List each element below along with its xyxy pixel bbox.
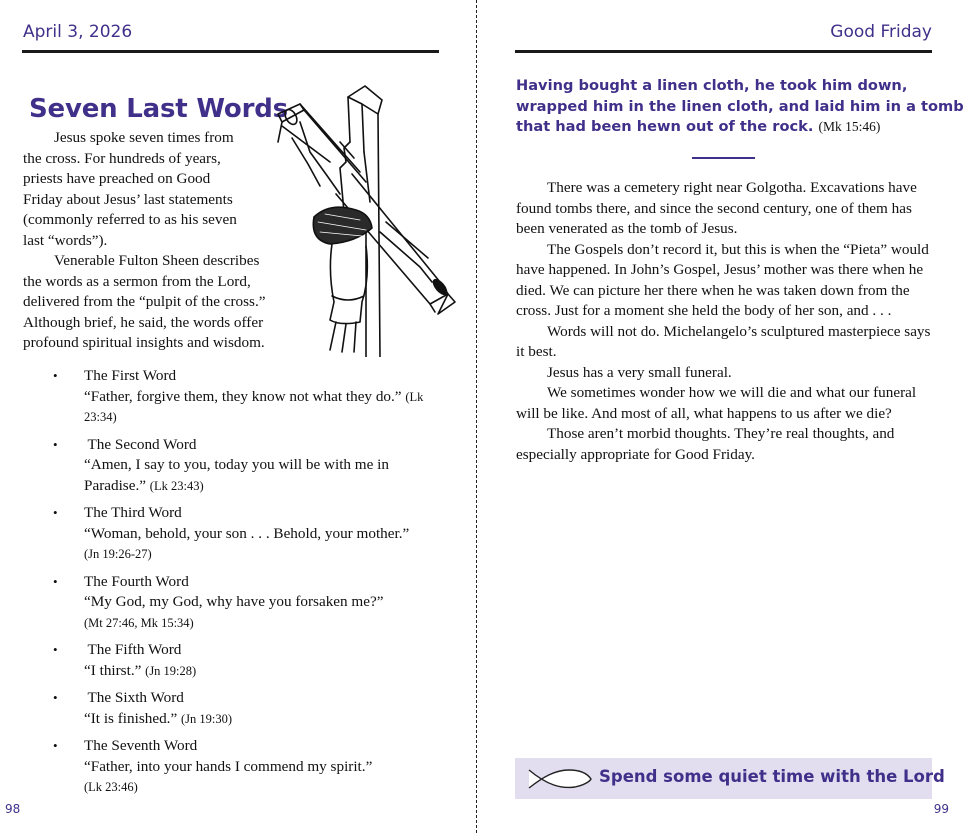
bullet: • (53, 738, 58, 753)
text-line: Although brief, he said, the words offer (23, 313, 264, 331)
word-item (50, 640, 450, 681)
word-quote (84, 524, 424, 565)
scripture-line: Having bought a linen cloth, he took him down, (516, 77, 908, 94)
scripture-reference: (Lk 23:34) (84, 389, 424, 424)
word-item (50, 688, 450, 729)
scripture-reference: (Jn 19:26-27) (84, 547, 152, 561)
word-title: The Sixth Word (84, 689, 184, 706)
text-line: last “words”). (23, 231, 108, 249)
reflection-paragraph: Those aren’t morbid thoughts. They’re real thoughts, and especially appropriate for Good Friday. (516, 425, 895, 463)
scripture-line: that had been hewn out of the rock. (516, 118, 814, 135)
reflection-paragraph: Jesus has a very small funeral. (547, 363, 732, 381)
text-line: (commonly referred to as his seven (23, 211, 237, 228)
page-header-date: April 3, 2026 (23, 22, 133, 42)
bullet: • (53, 436, 58, 452)
crucifix-illustration (270, 82, 465, 357)
text-line: the words as a sermon from the Lord, (23, 272, 251, 290)
text-line: profound spiritual insights and wisdom. (23, 334, 265, 351)
reflection-paragraph: Words will not do. Michelangelo’s sculptured masterpiece says it best. (516, 322, 931, 360)
text-line: delivered from the “pulpit of the cross.” (23, 293, 266, 310)
scripture-reference: (Lk 23:43) (149, 478, 204, 493)
page-spine-divider (476, 0, 477, 833)
scripture-reference: (Jn 19:28) (145, 663, 197, 678)
word-item (50, 572, 450, 634)
word-title: The Fifth Word (84, 641, 182, 658)
quote-text: “Amen, I say to you, today you will be with me in Paradise.” (84, 456, 389, 494)
bullet: • (53, 505, 58, 520)
text-line: Jesus spoke seven times from (54, 129, 234, 146)
bullet: • (53, 573, 58, 589)
quote-text: “My God, my God, why have you forsaken me?” (84, 593, 384, 610)
word-title: The Third Word (84, 504, 182, 521)
left-page (0, 0, 476, 833)
scripture-quote (516, 76, 964, 138)
header-rule (22, 50, 439, 53)
word-quote (84, 387, 450, 428)
callout-text: Spend some quiet time with the Lord (599, 767, 945, 786)
scripture-reference: (Mk 15:46) (818, 119, 881, 134)
word-quote (84, 592, 450, 633)
reflection-paragraph: The Gospels don’t record it, but this is when the “Pieta” would have happened. In John’s Gospel, Jesus’ mother was there when he died. We can picture her there when he was taken down from the cross. Just for a moment she held the body of her son, and . . . (516, 240, 929, 319)
fish-icon (527, 767, 593, 791)
quote-text: “Woman, behold, your son . . . Behold, your mother.” (84, 524, 410, 542)
text-line: Friday about Jesus’ last statements (23, 190, 233, 208)
word-quote (84, 709, 450, 730)
scripture-reference: (Mt 27:46, Mk 15:34) (84, 615, 194, 630)
word-item (50, 366, 450, 428)
word-item (50, 503, 450, 565)
scripture-reference: (Jn 19:30) (181, 711, 233, 726)
bullet: • (53, 642, 58, 657)
seven-words-list (50, 366, 450, 805)
word-quote (84, 455, 450, 496)
reflection-paragraph: There was a cemetery right near Golgotha. Excavations have found tombs there, and since the second century, one of them has been venerated as the tomb of Jesus. (516, 179, 917, 237)
reflection-text (516, 178, 936, 465)
quote-text: “Father, forgive them, they know not what they do.” (84, 387, 402, 405)
bullet: • (53, 368, 58, 383)
callout-banner (515, 758, 945, 799)
quote-text: “It is finished.” (84, 709, 178, 727)
word-title: The Fourth Word (84, 572, 189, 590)
text-line: Venerable Fulton Sheen describes (54, 252, 260, 269)
word-quote (84, 661, 450, 682)
quote-text: “I thirst.” (84, 661, 142, 679)
word-quote (84, 757, 450, 798)
word-title: The First Word (84, 367, 177, 384)
reflection-paragraph: We sometimes wonder how we will die and what our funeral will be like. And most of all, what happens to us after we die? (516, 384, 917, 422)
bullet: • (53, 690, 58, 705)
section-divider (692, 157, 755, 159)
header-rule (515, 50, 932, 53)
article-title: Seven Last Words (29, 94, 288, 124)
word-item (50, 736, 450, 798)
word-title: The Second Word (84, 435, 197, 453)
scripture-reference: (Lk 23:46) (84, 780, 138, 794)
page-number-left: 98 (5, 802, 21, 816)
text-line: the cross. For hundreds of years, (23, 149, 221, 167)
quote-text: “Father, into your hands I commend my spirit.” (84, 757, 373, 775)
word-title: The Seventh Word (84, 737, 198, 754)
page-number-right: 99 (933, 802, 949, 816)
scripture-line: wrapped him in the linen cloth, and laid him in a tomb (516, 97, 964, 115)
text-line: priests have preached on Good (23, 170, 211, 187)
right-page (478, 0, 966, 833)
word-item (50, 435, 450, 497)
page-header-title: Good Friday (830, 22, 932, 42)
